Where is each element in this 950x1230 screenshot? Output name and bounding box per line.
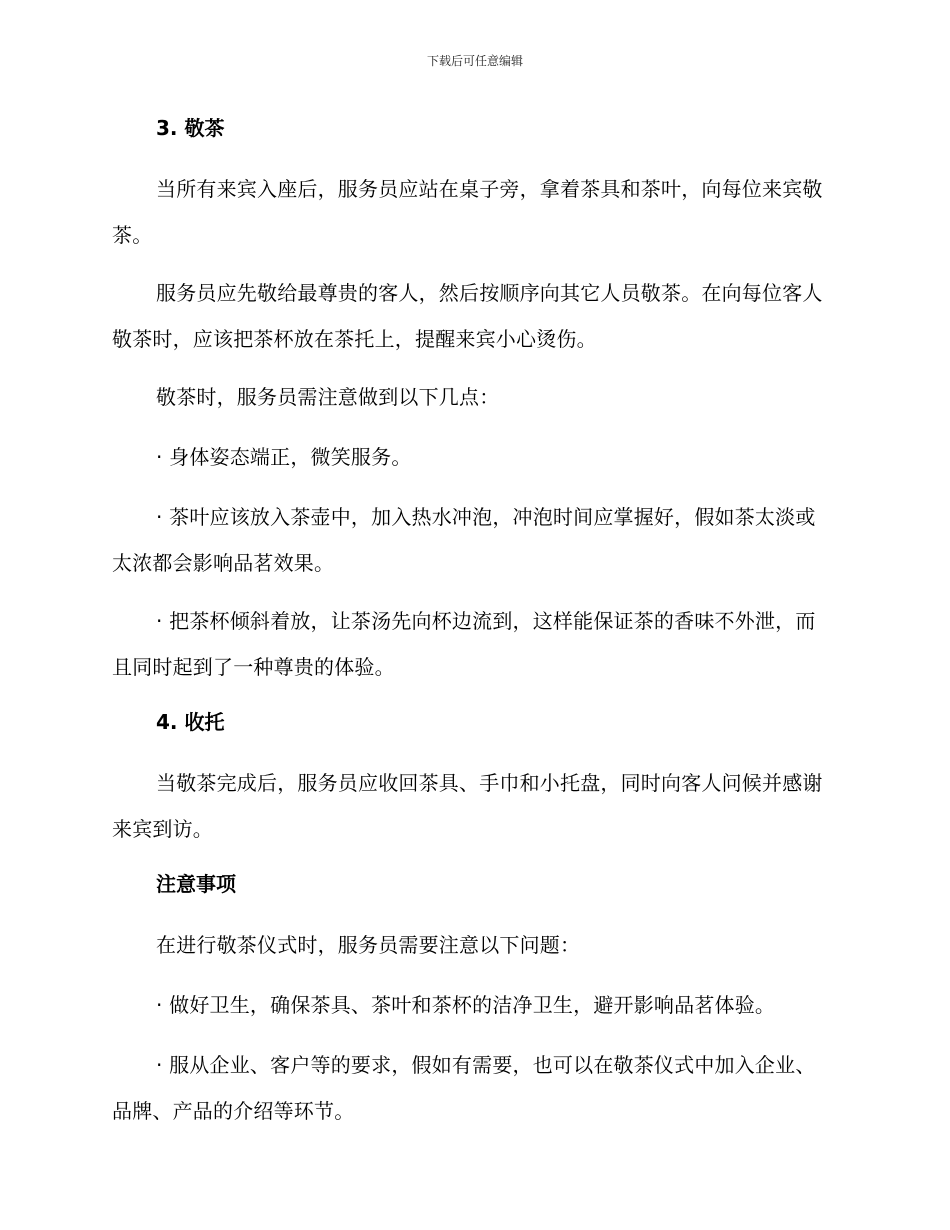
bullet-item: · 做好卫生，确保茶具、茶叶和茶杯的洁净卫生，避开影响品茗体验。 bbox=[156, 993, 776, 1017]
paragraph: 当敬茶完成后，服务员应收回茶具、手巾和小托盘，同时向客人问候并感谢来宾到访。 bbox=[112, 771, 823, 841]
bullet-item: · 服从企业、客户等的要求，假如有需要，也可以在敬茶仪式中加入企业、品牌、产品的介绍等环节。 bbox=[112, 1053, 816, 1123]
bullet-item: · 把茶杯倾斜着放，让茶汤先向杯边流到，这样能保证茶的香味不外泄，而且同时起到了一种尊贵的体验。 bbox=[112, 609, 816, 679]
section-heading-serve-tea: 3. 敬茶 bbox=[156, 116, 225, 140]
paragraph: 服务员应先敬给最尊贵的客人，然后按顺序向其它人员敬茶。在向每位客人敬茶时，应该把茶杯放在茶托上，提醒来宾小心烫伤。 bbox=[112, 281, 823, 351]
paragraph: 敬茶时，服务员需注意做到以下几点： bbox=[156, 385, 500, 409]
section-heading-notes: 注意事项 bbox=[156, 872, 236, 896]
bullet-item: · 身体姿态端正，微笑服务。 bbox=[156, 445, 412, 469]
bullet-item: · 茶叶应该放入茶壶中，加入热水冲泡，冲泡时间应掌握好，假如茶太淡或太浓都会影响品茗效果。 bbox=[112, 505, 816, 575]
paragraph: 在进行敬茶仪式时，服务员需要注意以下问题： bbox=[156, 933, 581, 957]
page-header: 下载后可任意编辑 bbox=[426, 54, 523, 68]
section-heading-collect-tray: 4. 收托 bbox=[156, 710, 225, 734]
document-body bbox=[112, 108, 830, 1146]
paragraph: 当所有来宾入座后，服务员应站在桌子旁，拿着茶具和茶叶，向每位来宾敬茶。 bbox=[112, 177, 823, 247]
